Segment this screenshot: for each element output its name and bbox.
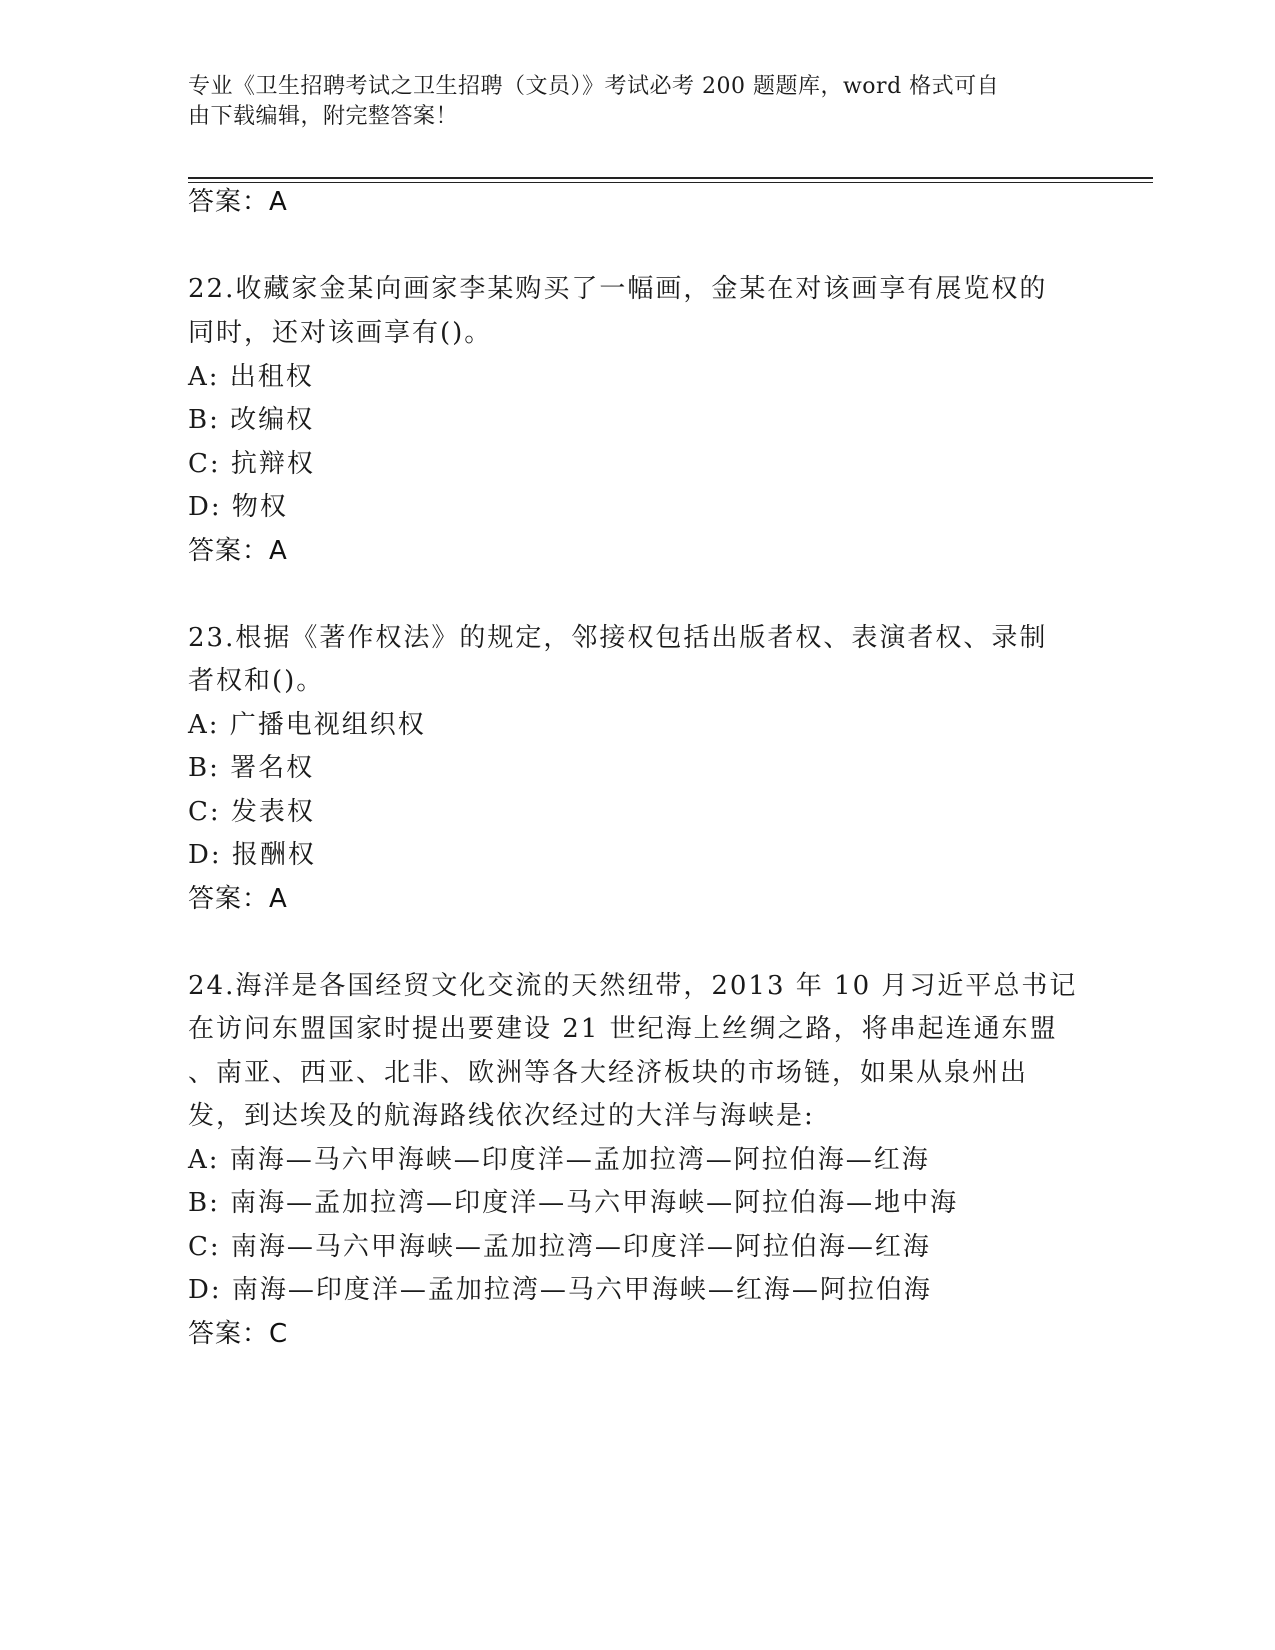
header-line-1: 专业《卫生招聘考试之卫生招聘（文员）》考试必考 200 题题库，word 格式可自 — [188, 74, 1000, 99]
header-divider — [188, 177, 1153, 179]
answer-21: 答案：A — [188, 187, 288, 217]
question-22-line-1: 22.收藏家金某向画家李某购买了一幅画，金某在对该画享有展览权的 — [188, 274, 1048, 304]
question-23-option-d: D: 报酬权 — [188, 840, 316, 870]
answer-24: 答案：C — [188, 1319, 289, 1349]
question-24-option-b: B: 南海—孟加拉湾—印度洋—马六甲海峡—阿拉伯海—地中海 — [188, 1188, 959, 1218]
question-24-option-a: A: 南海—马六甲海峡—印度洋—孟加拉湾—阿拉伯海—红海 — [188, 1145, 930, 1175]
question-24-line-1: 24.海洋是各国经贸文化交流的天然纽带，2013 年 10 月习近平总书记 — [188, 971, 1078, 1001]
header-line-2: 由下载编辑，附完整答案！ — [188, 104, 459, 129]
question-22-option-d: D: 物权 — [188, 492, 288, 522]
question-23-option-b: B: 署名权 — [188, 753, 315, 783]
question-24-option-c: C: 南海—马六甲海峡—孟加拉湾—印度洋—阿拉伯海—红海 — [188, 1232, 931, 1262]
question-23-line-2: 者权和()。 — [188, 666, 325, 696]
question-22-option-b: B: 改编权 — [188, 405, 315, 435]
answer-22: 答案：A — [188, 536, 288, 566]
answer-23: 答案：A — [188, 884, 288, 914]
document-header — [188, 72, 1068, 132]
question-23-option-a: A: 广播电视组织权 — [188, 710, 426, 740]
question-24-line-2: 在访问东盟国家时提出要建设 21 世纪海上丝绸之路，将串起连通东盟 — [188, 1014, 1058, 1044]
question-23-line-1: 23.根据《著作权法》的规定，邻接权包括出版者权、表演者权、录制 — [188, 623, 1048, 653]
header-divider-thin — [188, 182, 1153, 183]
question-22-line-2: 同时，还对该画享有()。 — [188, 318, 493, 348]
question-22-option-c: C: 抗辩权 — [188, 449, 315, 479]
question-22-option-a: A: 出租权 — [188, 362, 314, 392]
question-24-option-d: D: 南海—印度洋—孟加拉湾—马六甲海峡—红海—阿拉伯海 — [188, 1275, 932, 1305]
question-23-option-c: C: 发表权 — [188, 797, 315, 827]
question-24-line-4: 发，到达埃及的航海路线依次经过的大洋与海峡是: — [188, 1101, 815, 1131]
question-24-line-3: 、南亚、西亚、北非、欧洲等各大经济板块的市场链，如果从泉州出 — [188, 1058, 1029, 1088]
